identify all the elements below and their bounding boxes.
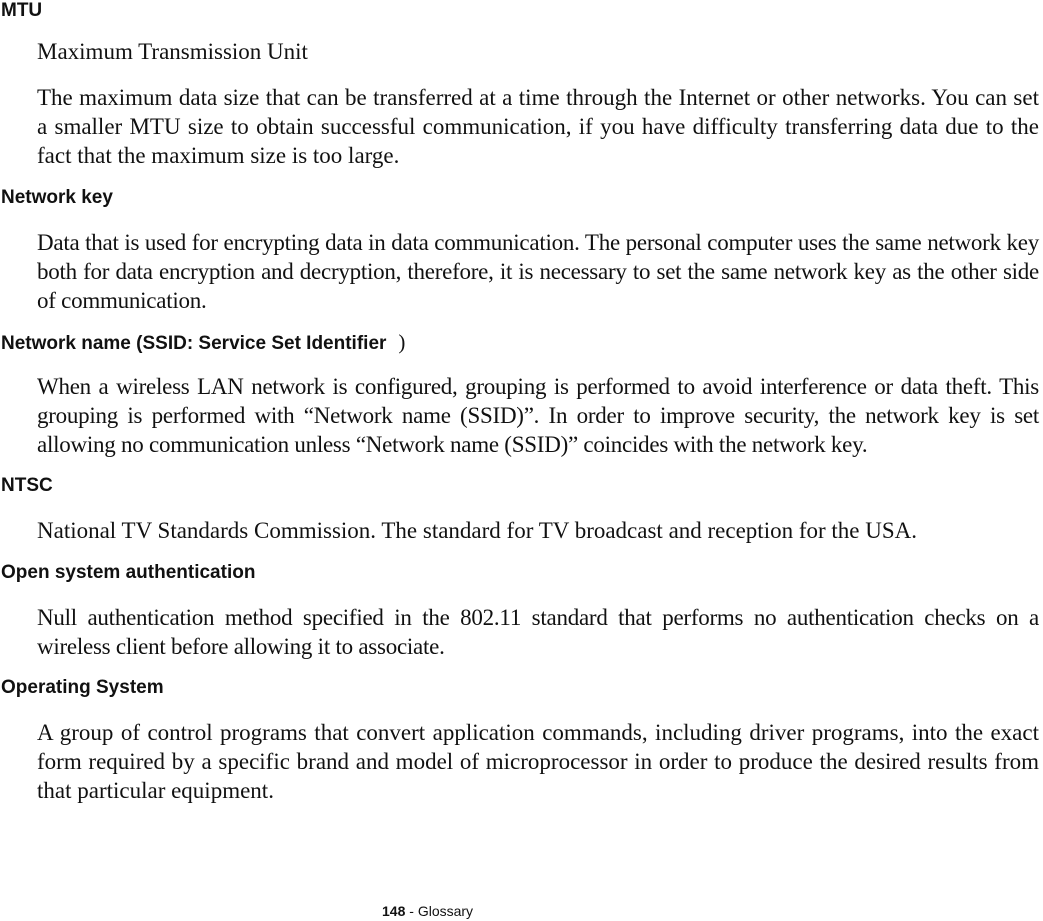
glossary-definition: National TV Standards Commission. The standard for TV broadcast and reception for the USA. xyxy=(37,518,918,543)
glossary-term: Network key xyxy=(1,187,113,208)
glossary-term xyxy=(1,331,405,355)
glossary-definition: A group of control programs that convert application commands, including driver programs, into the exact form required by a specific brand and model of microprocessor in order to produce the desired results from that particular equipment. xyxy=(37,720,1039,803)
page-number: 148 xyxy=(382,903,406,919)
glossary-definition: When a wireless LAN network is configured, grouping is performed to avoid interference or data theft. This grouping is performed with “Network name (SSID)”. In order to improve security, the network key is set allowing no communication unless “Network name (SSID)” coincides with the network key. xyxy=(37,374,1039,457)
glossary-definition: Null authentication method specified in the 802.11 standard that performs no authentication checks on a wireless client before allowing it to associate. xyxy=(37,605,1039,659)
glossary-definition: Data that is used for encrypting data in data communication. The personal computer uses the same network key both for data encryption and decryption, therefore, it is necessary to set the same network key as the other side of communication. xyxy=(37,230,1039,313)
glossary-term-paren: ) xyxy=(398,330,406,354)
glossary-term-text: Network name (SSID: Service Set Identifier xyxy=(1,333,387,354)
footer-section: Glossary xyxy=(417,903,474,919)
glossary-definition: Maximum Transmission Unit xyxy=(37,39,308,64)
glossary-term: Open system authentication xyxy=(1,562,256,583)
footer-separator: - xyxy=(405,903,418,919)
page-footer xyxy=(382,903,473,920)
glossary-term: MTU xyxy=(1,0,43,21)
glossary-term: NTSC xyxy=(1,475,53,496)
glossary-term: Operating System xyxy=(1,677,164,698)
glossary-definition: The maximum data size that can be transferred at a time through the Internet or other networks. You can set a smaller MTU size to obtain successful communication, if you have difficulty transferring data due to the fact that the maximum size is too large. xyxy=(37,85,1039,168)
